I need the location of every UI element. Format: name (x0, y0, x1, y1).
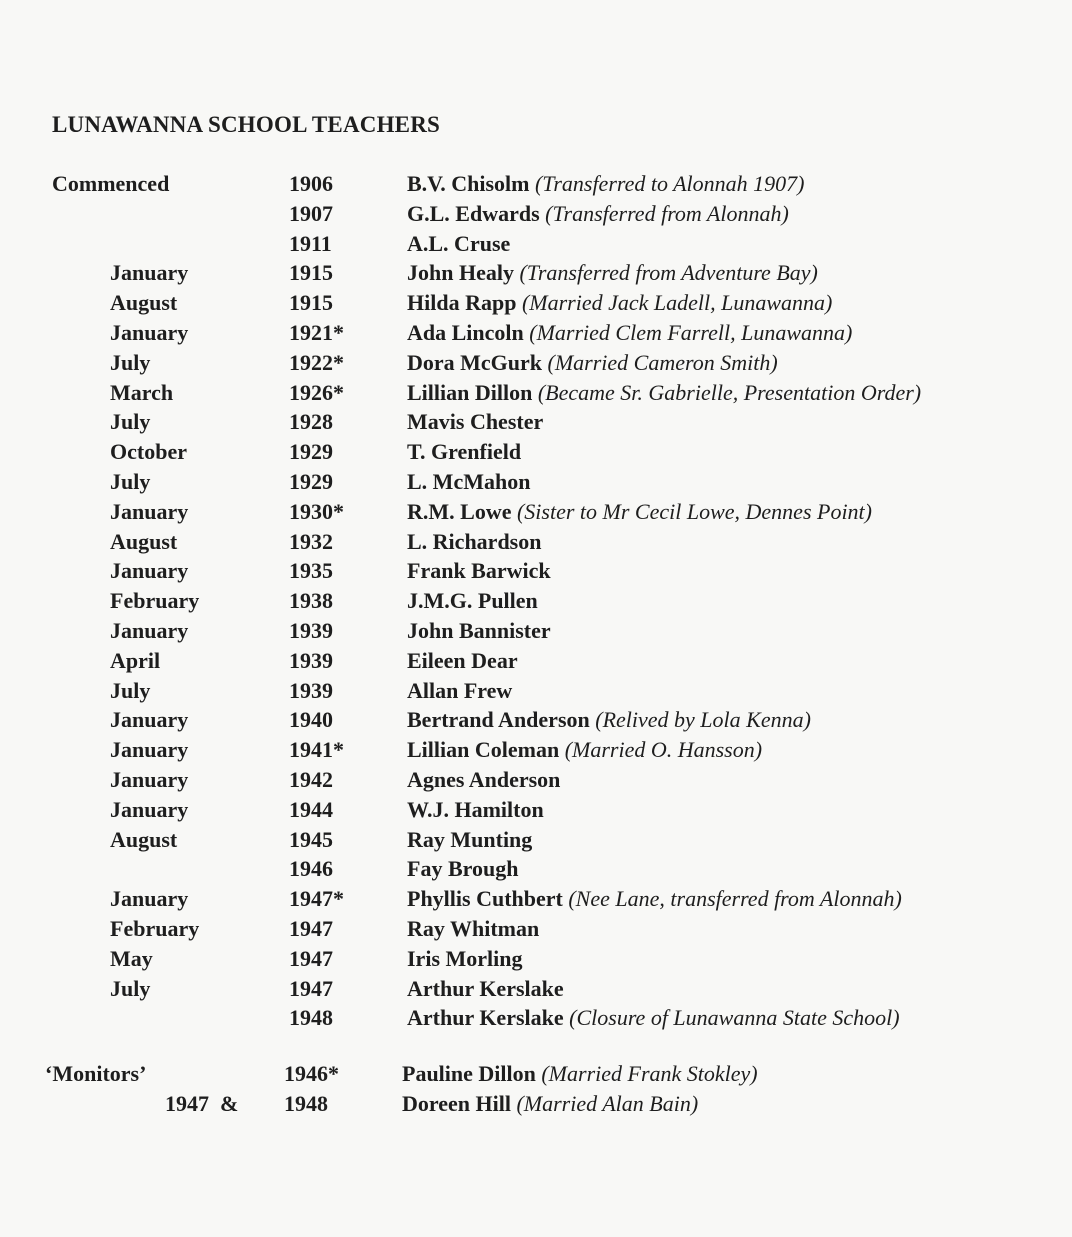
teacher-year: 1942 (289, 766, 333, 792)
teacher-entry (407, 885, 902, 913)
teacher-month: January (110, 886, 189, 912)
teacher-entry (407, 766, 560, 794)
teacher-row (0, 617, 1072, 647)
teacher-name: Agnes Anderson (407, 766, 561, 792)
teacher-year: 1941* (289, 737, 344, 763)
teacher-month: January (110, 498, 189, 524)
teacher-list (0, 170, 1072, 1034)
teacher-month: March (110, 379, 174, 405)
page-title: LUNAWANNA SCHOOL TEACHERS (52, 112, 441, 137)
teacher-row (0, 766, 1072, 796)
teacher-month: July (110, 677, 151, 703)
teacher-year: 1922* (289, 349, 344, 375)
teacher-month: August (110, 826, 178, 852)
teacher-year: 1921* (289, 319, 344, 345)
teacher-entry (407, 617, 551, 645)
teacher-name: Ray Munting (407, 826, 533, 852)
teacher-name: Frank Barwick (407, 558, 551, 584)
teacher-row (0, 945, 1072, 975)
teacher-entry (407, 200, 789, 228)
teacher-name: A.L. Cruse (407, 230, 511, 256)
teacher-name: Hilda Rapp (407, 290, 517, 316)
teacher-entry (407, 855, 518, 883)
monitor-prefix: 1947 & (165, 1091, 239, 1116)
monitor-note: (Married Alan Bain) (516, 1091, 699, 1116)
teacher-row (0, 826, 1072, 856)
teacher-year: 1947* (289, 886, 344, 912)
teacher-row (0, 587, 1072, 617)
teacher-month: August (110, 290, 178, 316)
monitor-year: 1946* (284, 1061, 339, 1086)
teacher-name: Fay Brough (407, 856, 519, 882)
teacher-name: L. McMahon (407, 468, 531, 494)
teacher-month: August (110, 528, 178, 554)
teacher-row (0, 528, 1072, 558)
teacher-note: (Sister to Mr Cecil Lowe, Dennes Point) (516, 498, 872, 524)
teacher-name: Mavis Chester (407, 409, 544, 435)
teacher-year: 1906 (289, 171, 333, 196)
teacher-entry (407, 677, 512, 705)
teacher-row (0, 915, 1072, 945)
teacher-note: (Married Cameron Smith) (547, 349, 778, 375)
teacher-row (0, 289, 1072, 319)
teacher-month: January (110, 707, 189, 733)
teacher-entry (407, 706, 811, 734)
teacher-year: 1932 (289, 528, 333, 554)
teacher-month: May (110, 945, 153, 971)
teacher-note: (Transferred to Alonnah 1907) (534, 171, 805, 196)
teacher-month: January (110, 558, 189, 584)
teacher-row (0, 557, 1072, 587)
teacher-month: July (110, 349, 151, 375)
teacher-year: 1939 (289, 647, 333, 673)
teacher-name: Arthur Kerslake (407, 975, 564, 1001)
teacher-name: Allan Frew (407, 677, 513, 703)
teacher-month: February (110, 588, 200, 614)
teacher-month: July (110, 468, 151, 494)
teacher-month: Commenced (52, 171, 170, 196)
teacher-entry (407, 647, 518, 675)
teacher-name: Lillian Coleman (407, 737, 560, 763)
teacher-month: April (110, 647, 161, 673)
monitor-entry (402, 1090, 698, 1118)
teacher-entry (407, 587, 538, 615)
teacher-month: July (110, 409, 151, 435)
teacher-note: (Married Clem Farrell, Lunawanna) (529, 319, 853, 345)
teacher-name: G.L. Edwards (407, 200, 540, 226)
teacher-year: 1948 (289, 1005, 333, 1031)
teacher-name: John Bannister (407, 617, 551, 643)
teacher-note: (Transferred from Adventure Bay) (519, 260, 818, 286)
teacher-year: 1907 (289, 200, 333, 226)
teacher-name: B.V. Chisolm (407, 171, 530, 196)
teacher-month: January (110, 796, 189, 822)
teacher-entry (407, 349, 778, 377)
teacher-year: 1930* (289, 498, 344, 524)
teacher-entry (407, 915, 539, 943)
teacher-entry (407, 528, 541, 556)
teacher-row (0, 200, 1072, 230)
monitor-row (0, 1090, 1072, 1120)
teacher-entry (407, 289, 832, 317)
teacher-row (0, 885, 1072, 915)
teacher-year: 1947 (289, 975, 333, 1001)
teacher-row (0, 498, 1072, 528)
teacher-note: (Nee Lane, transferred from Alonnah) (568, 886, 902, 912)
teacher-entry (407, 259, 818, 287)
teacher-row (0, 259, 1072, 289)
monitor-entry (402, 1060, 758, 1088)
monitors-label: ‘Monitors’ (45, 1061, 147, 1086)
teacher-row (0, 438, 1072, 468)
teacher-entry (407, 796, 544, 824)
teacher-year: 1929 (289, 439, 333, 465)
teacher-note: (Married Jack Ladell, Lunawanna) (521, 290, 833, 316)
teacher-entry (407, 230, 510, 258)
teacher-row (0, 1004, 1072, 1034)
teacher-row (0, 468, 1072, 498)
teacher-row (0, 647, 1072, 677)
monitor-name: Doreen Hill (402, 1091, 511, 1116)
monitor-list (0, 1060, 1072, 1120)
teacher-name: Eileen Dear (407, 647, 518, 673)
monitor-year: 1948 (284, 1091, 328, 1116)
teacher-entry (407, 468, 530, 496)
teacher-name: J.M.G. Pullen (407, 588, 538, 614)
teacher-row (0, 796, 1072, 826)
teacher-entry (407, 1004, 900, 1032)
teacher-entry (407, 975, 564, 1003)
teacher-year: 1926* (289, 379, 344, 405)
teacher-entry (407, 438, 521, 466)
teacher-year: 1940 (289, 707, 333, 733)
teacher-year: 1911 (289, 230, 332, 256)
teacher-note: (Became Sr. Gabrielle, Presentation Order) (537, 379, 922, 405)
teacher-year: 1929 (289, 468, 333, 494)
teacher-name: John Healy (407, 260, 514, 286)
teacher-name: T. Grenfield (407, 439, 522, 465)
teacher-row (0, 230, 1072, 260)
teacher-year: 1945 (289, 826, 333, 852)
teacher-year: 1915 (289, 290, 333, 316)
teacher-row (0, 975, 1072, 1005)
teacher-month: February (110, 915, 200, 941)
teacher-entry (407, 408, 543, 436)
teacher-row (0, 379, 1072, 409)
teacher-row (0, 349, 1072, 379)
teacher-row (0, 736, 1072, 766)
teacher-year: 1947 (289, 915, 333, 941)
teacher-name: Lillian Dillon (407, 379, 533, 405)
teacher-month: January (110, 260, 189, 286)
teacher-year: 1938 (289, 588, 333, 614)
teacher-month: January (110, 766, 189, 792)
teacher-name: Phyllis Cuthbert (407, 886, 563, 912)
teacher-row (0, 706, 1072, 736)
teacher-note: (Married O. Hansson) (564, 737, 763, 763)
teacher-name: L. Richardson (407, 528, 542, 554)
teacher-year: 1947 (289, 945, 333, 971)
teacher-year: 1939 (289, 617, 333, 643)
teacher-year: 1939 (289, 677, 333, 703)
teacher-entry (407, 945, 523, 973)
teacher-name: Iris Morling (407, 945, 523, 971)
teacher-year: 1946 (289, 856, 333, 882)
teacher-row (0, 855, 1072, 885)
teacher-name: Ray Whitman (407, 915, 540, 941)
teacher-month: July (110, 975, 151, 1001)
monitor-name: Pauline Dillon (402, 1061, 536, 1086)
teacher-entry (407, 557, 551, 585)
teacher-name: Dora McGurk (407, 349, 543, 375)
teacher-month: October (110, 439, 187, 465)
teacher-note: (Transferred from Alonnah) (545, 200, 789, 226)
teacher-note: (Closure of Lunawanna State School) (569, 1005, 900, 1031)
teacher-name: Bertrand Anderson (407, 707, 590, 733)
teacher-name: Arthur Kerslake (407, 1005, 564, 1031)
teacher-name: R.M. Lowe (407, 498, 512, 524)
teacher-row (0, 408, 1072, 438)
teacher-row (0, 319, 1072, 349)
teacher-year: 1944 (289, 796, 333, 822)
teacher-name: W.J. Hamilton (407, 796, 544, 822)
teacher-entry (407, 319, 852, 347)
teacher-month: January (110, 737, 189, 763)
teacher-month: January (110, 617, 189, 643)
teacher-year: 1935 (289, 558, 333, 584)
teacher-entry (407, 498, 872, 526)
teacher-entry (407, 379, 921, 407)
teacher-year: 1928 (289, 409, 333, 435)
teacher-entry (407, 826, 532, 854)
teacher-entry (407, 170, 804, 198)
teacher-note: (Relived by Lola Kenna) (595, 707, 811, 733)
teacher-entry (407, 736, 762, 764)
teacher-row (0, 170, 1072, 200)
teacher-name: Ada Lincoln (407, 319, 524, 345)
teacher-month: January (110, 319, 189, 345)
teacher-year: 1915 (289, 260, 333, 286)
teacher-row (0, 677, 1072, 707)
monitor-note: (Married Frank Stokley) (541, 1061, 758, 1086)
monitor-row (0, 1060, 1072, 1090)
